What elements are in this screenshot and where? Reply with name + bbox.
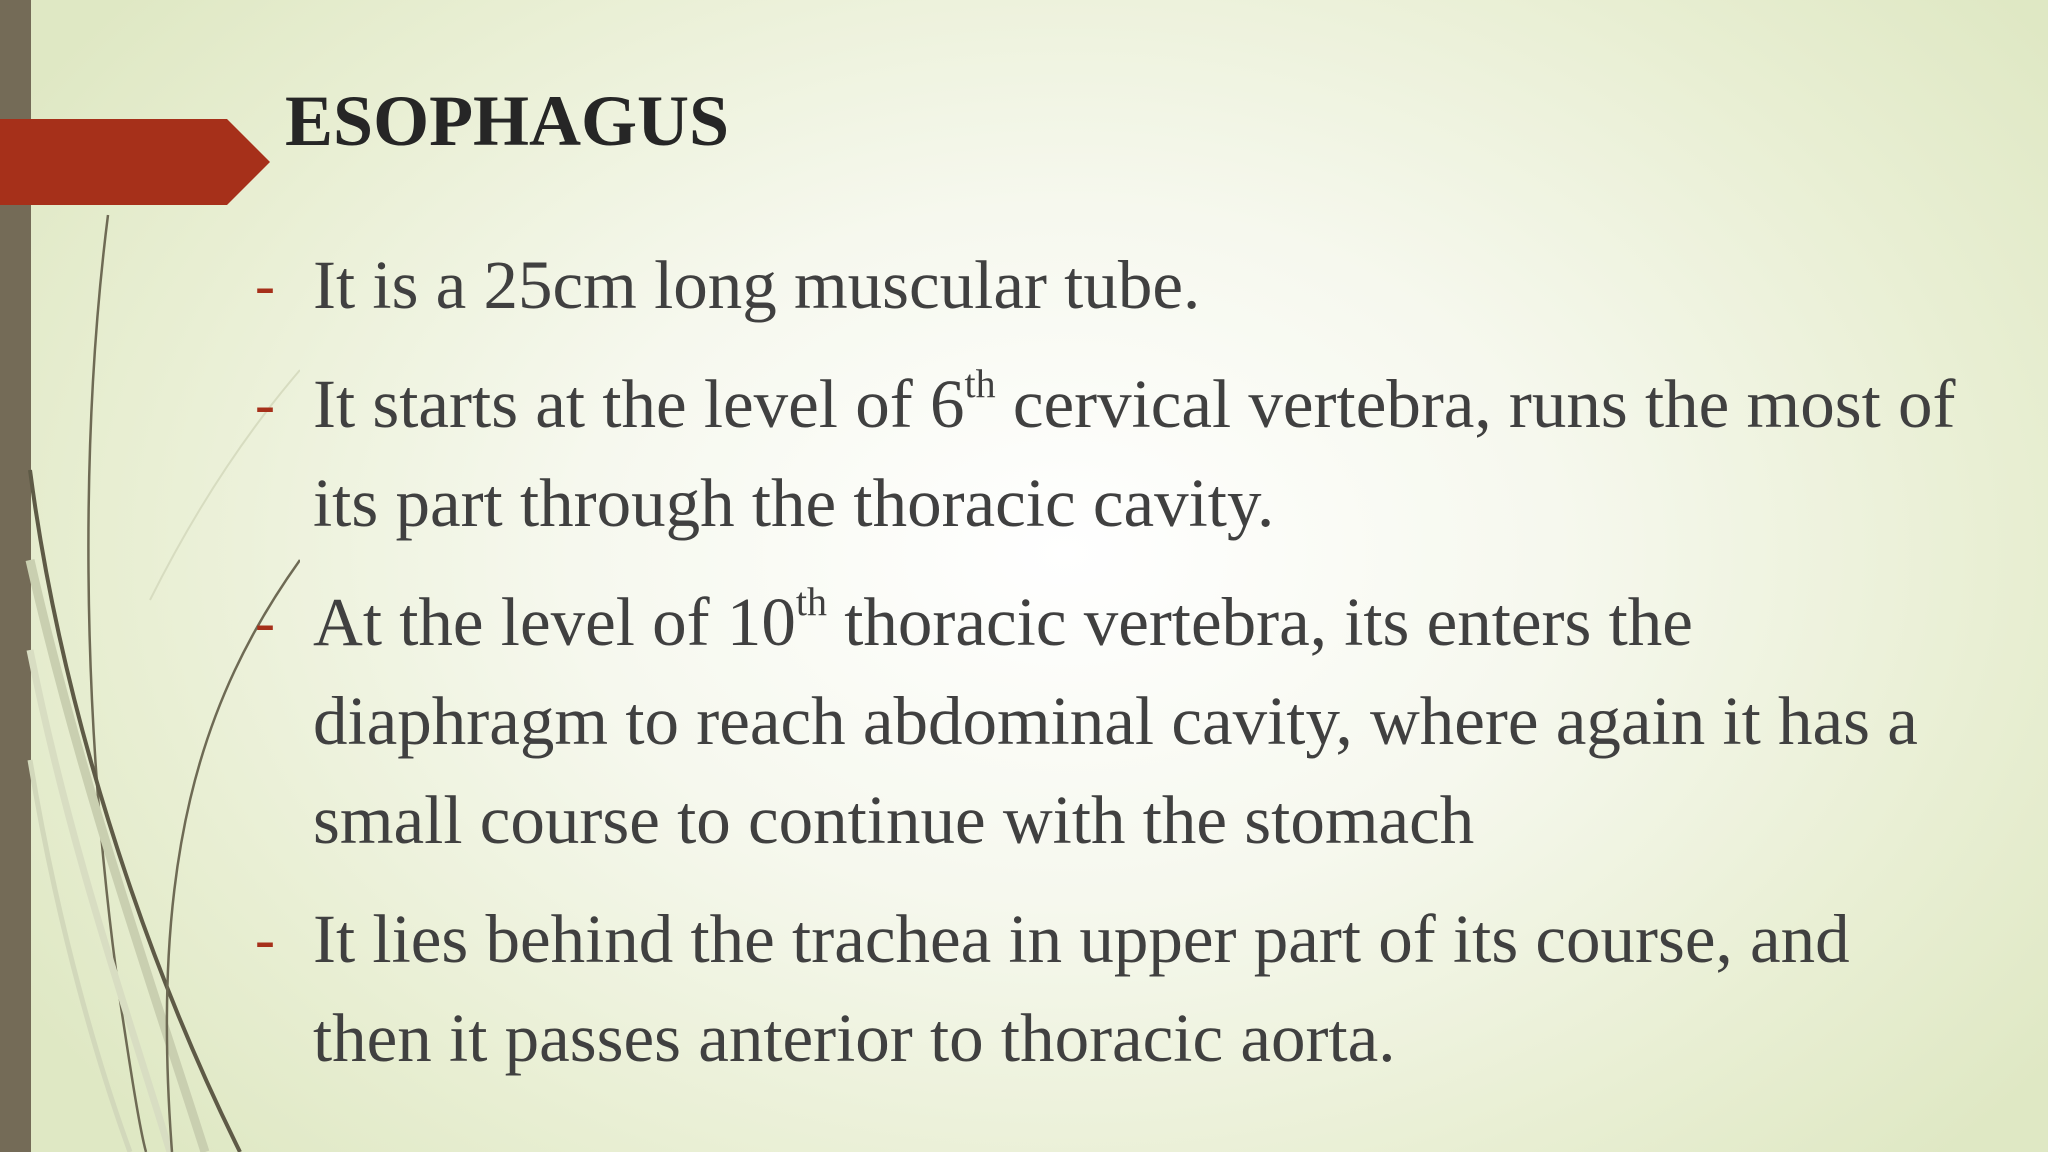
bullet-item xyxy=(255,355,1985,553)
ordinal-superscript: th xyxy=(795,579,827,624)
bullet-marker: - xyxy=(255,371,275,437)
ordinal-superscript: th xyxy=(964,361,996,406)
bullet-item xyxy=(255,890,1985,1088)
bullet-item xyxy=(255,573,1985,870)
bullet-marker: - xyxy=(255,906,275,972)
title-arrow-tab xyxy=(0,119,270,205)
bullet-marker: - xyxy=(255,252,275,318)
bullet-text: It starts at the level of 6th cervical vertebra, runs the most of its part through the thoracic cavity. xyxy=(313,361,1956,541)
bullet-marker: - xyxy=(255,589,275,655)
bullet-item xyxy=(255,236,1985,335)
bullet-text: At the level of 10th thoracic vertebra, its enters the diaphragm to reach abdominal cavity, where again it has a small course to continue with the stomach xyxy=(313,579,1918,858)
bullet-text: It is a 25cm long muscular tube. xyxy=(313,247,1201,323)
slide-title: ESOPHAGUS xyxy=(285,81,730,161)
bullet-list xyxy=(255,236,1985,1108)
bullet-text: It lies behind the trachea in upper part of its course, and then it passes anterior to thoracic aorta. xyxy=(313,901,1850,1076)
